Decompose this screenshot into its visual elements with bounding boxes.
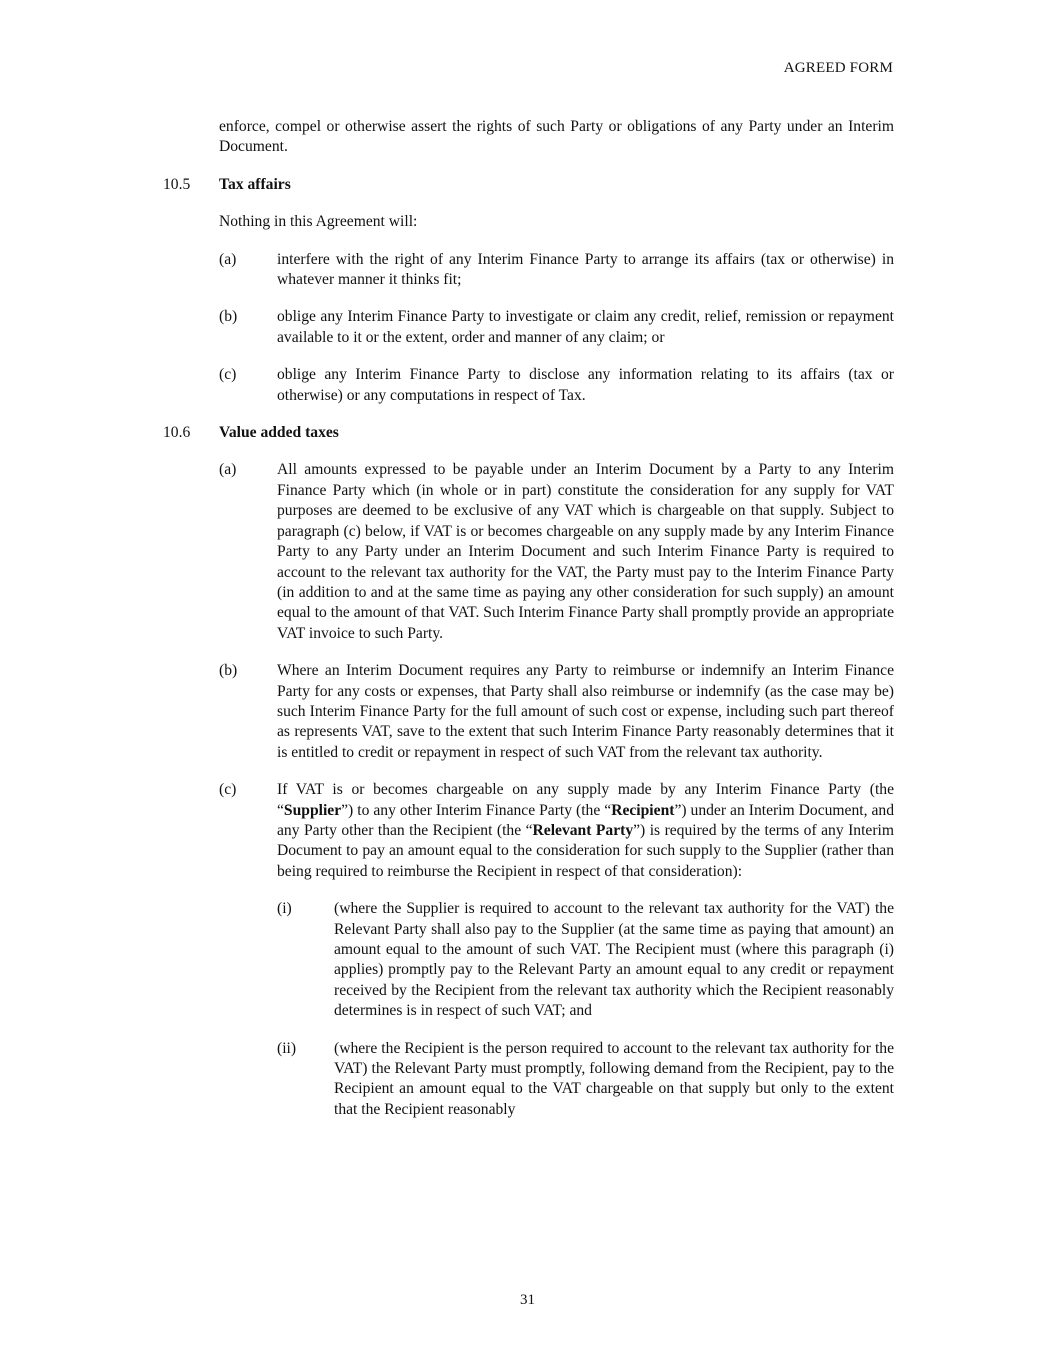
item-label: (i)	[277, 900, 292, 918]
item-text: Where an Interim Document requires any Party to reimburse or indemnify an Interim Finance Party for any costs or expenses, that Party shall also reimburse or indemnify (as the case may be) such Interim Finance Party for the full amount of such cost or expense, including such part thereof as represents VAT, save to the extent that such Interim Finance Party reasonably determines that it is entitled to credit or repayment in respect of such VAT from the relevant tax authority.	[277, 662, 894, 761]
list-item	[163, 780, 894, 882]
list-item	[163, 460, 894, 644]
section-lead-text: Nothing in this Agreement will:	[219, 213, 418, 231]
item-label: (a)	[219, 250, 237, 268]
defined-term-supplier: Supplier	[283, 801, 342, 819]
page-number: 31	[520, 1292, 535, 1308]
section-heading-10-6	[163, 423, 894, 443]
text-run: ”) under an Interim Document, and any Party other than the Recipient (the “	[277, 801, 894, 839]
text-run: ”) is required by the terms of any Interim Document to pay an amount equal to the consideration for such supply to the Supplier (rather than being required to reimburse the Recipient in respect of that consideration):	[277, 821, 894, 880]
item-text: (where the Recipient is the person required to account to the relevant tax authority for the VAT) the Relevant Party must promptly, following demand from the Recipient, pay to the Recipient an amount equal to the VAT chargeable on that supply but only to the extent that the Recipient reasonably	[334, 1039, 894, 1118]
item-text: oblige any Interim Finance Party to disclose any information relating to its affairs (tax or otherwise) or any computations in respect of Tax.	[277, 366, 894, 404]
list-item	[163, 661, 894, 763]
list-item	[163, 307, 894, 348]
item-text	[277, 780, 894, 882]
document-body	[163, 117, 894, 1120]
document-header: AGREED FORM	[783, 60, 893, 76]
text-run: ”) to any other Interim Finance Party (the “	[341, 801, 612, 819]
item-label: (c)	[219, 781, 237, 799]
section-title: Tax affairs	[219, 175, 291, 193]
sub-list-item	[163, 899, 894, 1021]
section-title: Value added taxes	[219, 424, 339, 442]
continuation-paragraph: enforce, compel or otherwise assert the rights of such Party or obligations of any Party under an Interim Document.	[219, 118, 894, 156]
list-item	[163, 365, 894, 406]
item-text: oblige any Interim Finance Party to investigate or claim any credit, relief, remission or repayment available to it or the extent, order and manner of any claim; or	[277, 308, 894, 346]
item-label: (a)	[219, 461, 237, 479]
item-label: (ii)	[277, 1039, 297, 1057]
sub-list-item	[163, 1039, 894, 1121]
section-number: 10.5	[163, 175, 191, 193]
item-label: (b)	[219, 662, 238, 680]
item-text: (where the Supplier is required to account to the relevant tax authority for the VAT) the Relevant Party shall also pay to the Supplier (at the same time as paying that amount) an amount equal to the amount of such VAT. The Recipient must (where this paragraph (i) applies) promptly pay to the Relevant Party an amount equal to any credit or repayment received by the Recipient from the relevant tax authority which the Recipient reasonably determines is in respect of such VAT; and	[334, 900, 894, 1020]
item-text: interfere with the right of any Interim Finance Party to arrange its affairs (tax or otherwise) in whatever manner it thinks fit;	[277, 250, 894, 289]
item-text: All amounts expressed to be payable under an Interim Document by a Party to any Interim Finance Party which (in whole or in part) constitute the consideration for any supply for VAT purposes are deemed to be exclusive of any VAT which is chargeable on that supply. Subject to paragraph (c) below, if VAT is or becomes chargeable on any supply made by any Interim Finance Party to any Party under an Interim Document and such Interim Finance Party is required to account to the relevant tax authority for the VAT, the Party must pay to the Interim Finance Party (in addition to and at the same time as paying any other consideration for such supply) an amount equal to the amount of that VAT. Such Interim Finance Party shall promptly provide an appropriate VAT invoice to such Party.	[277, 461, 894, 642]
text-run: If VAT is or becomes chargeable on any supply made by any Interim Finance Party (the “	[277, 781, 894, 819]
defined-term-recipient: Recipient	[611, 801, 675, 819]
defined-term-relevant-party: Relevant Party	[532, 821, 634, 839]
list-item	[163, 250, 894, 291]
item-label: (c)	[219, 366, 237, 384]
section-heading-10-5	[163, 175, 894, 195]
item-label: (b)	[219, 308, 238, 326]
section-number: 10.6	[163, 424, 191, 442]
